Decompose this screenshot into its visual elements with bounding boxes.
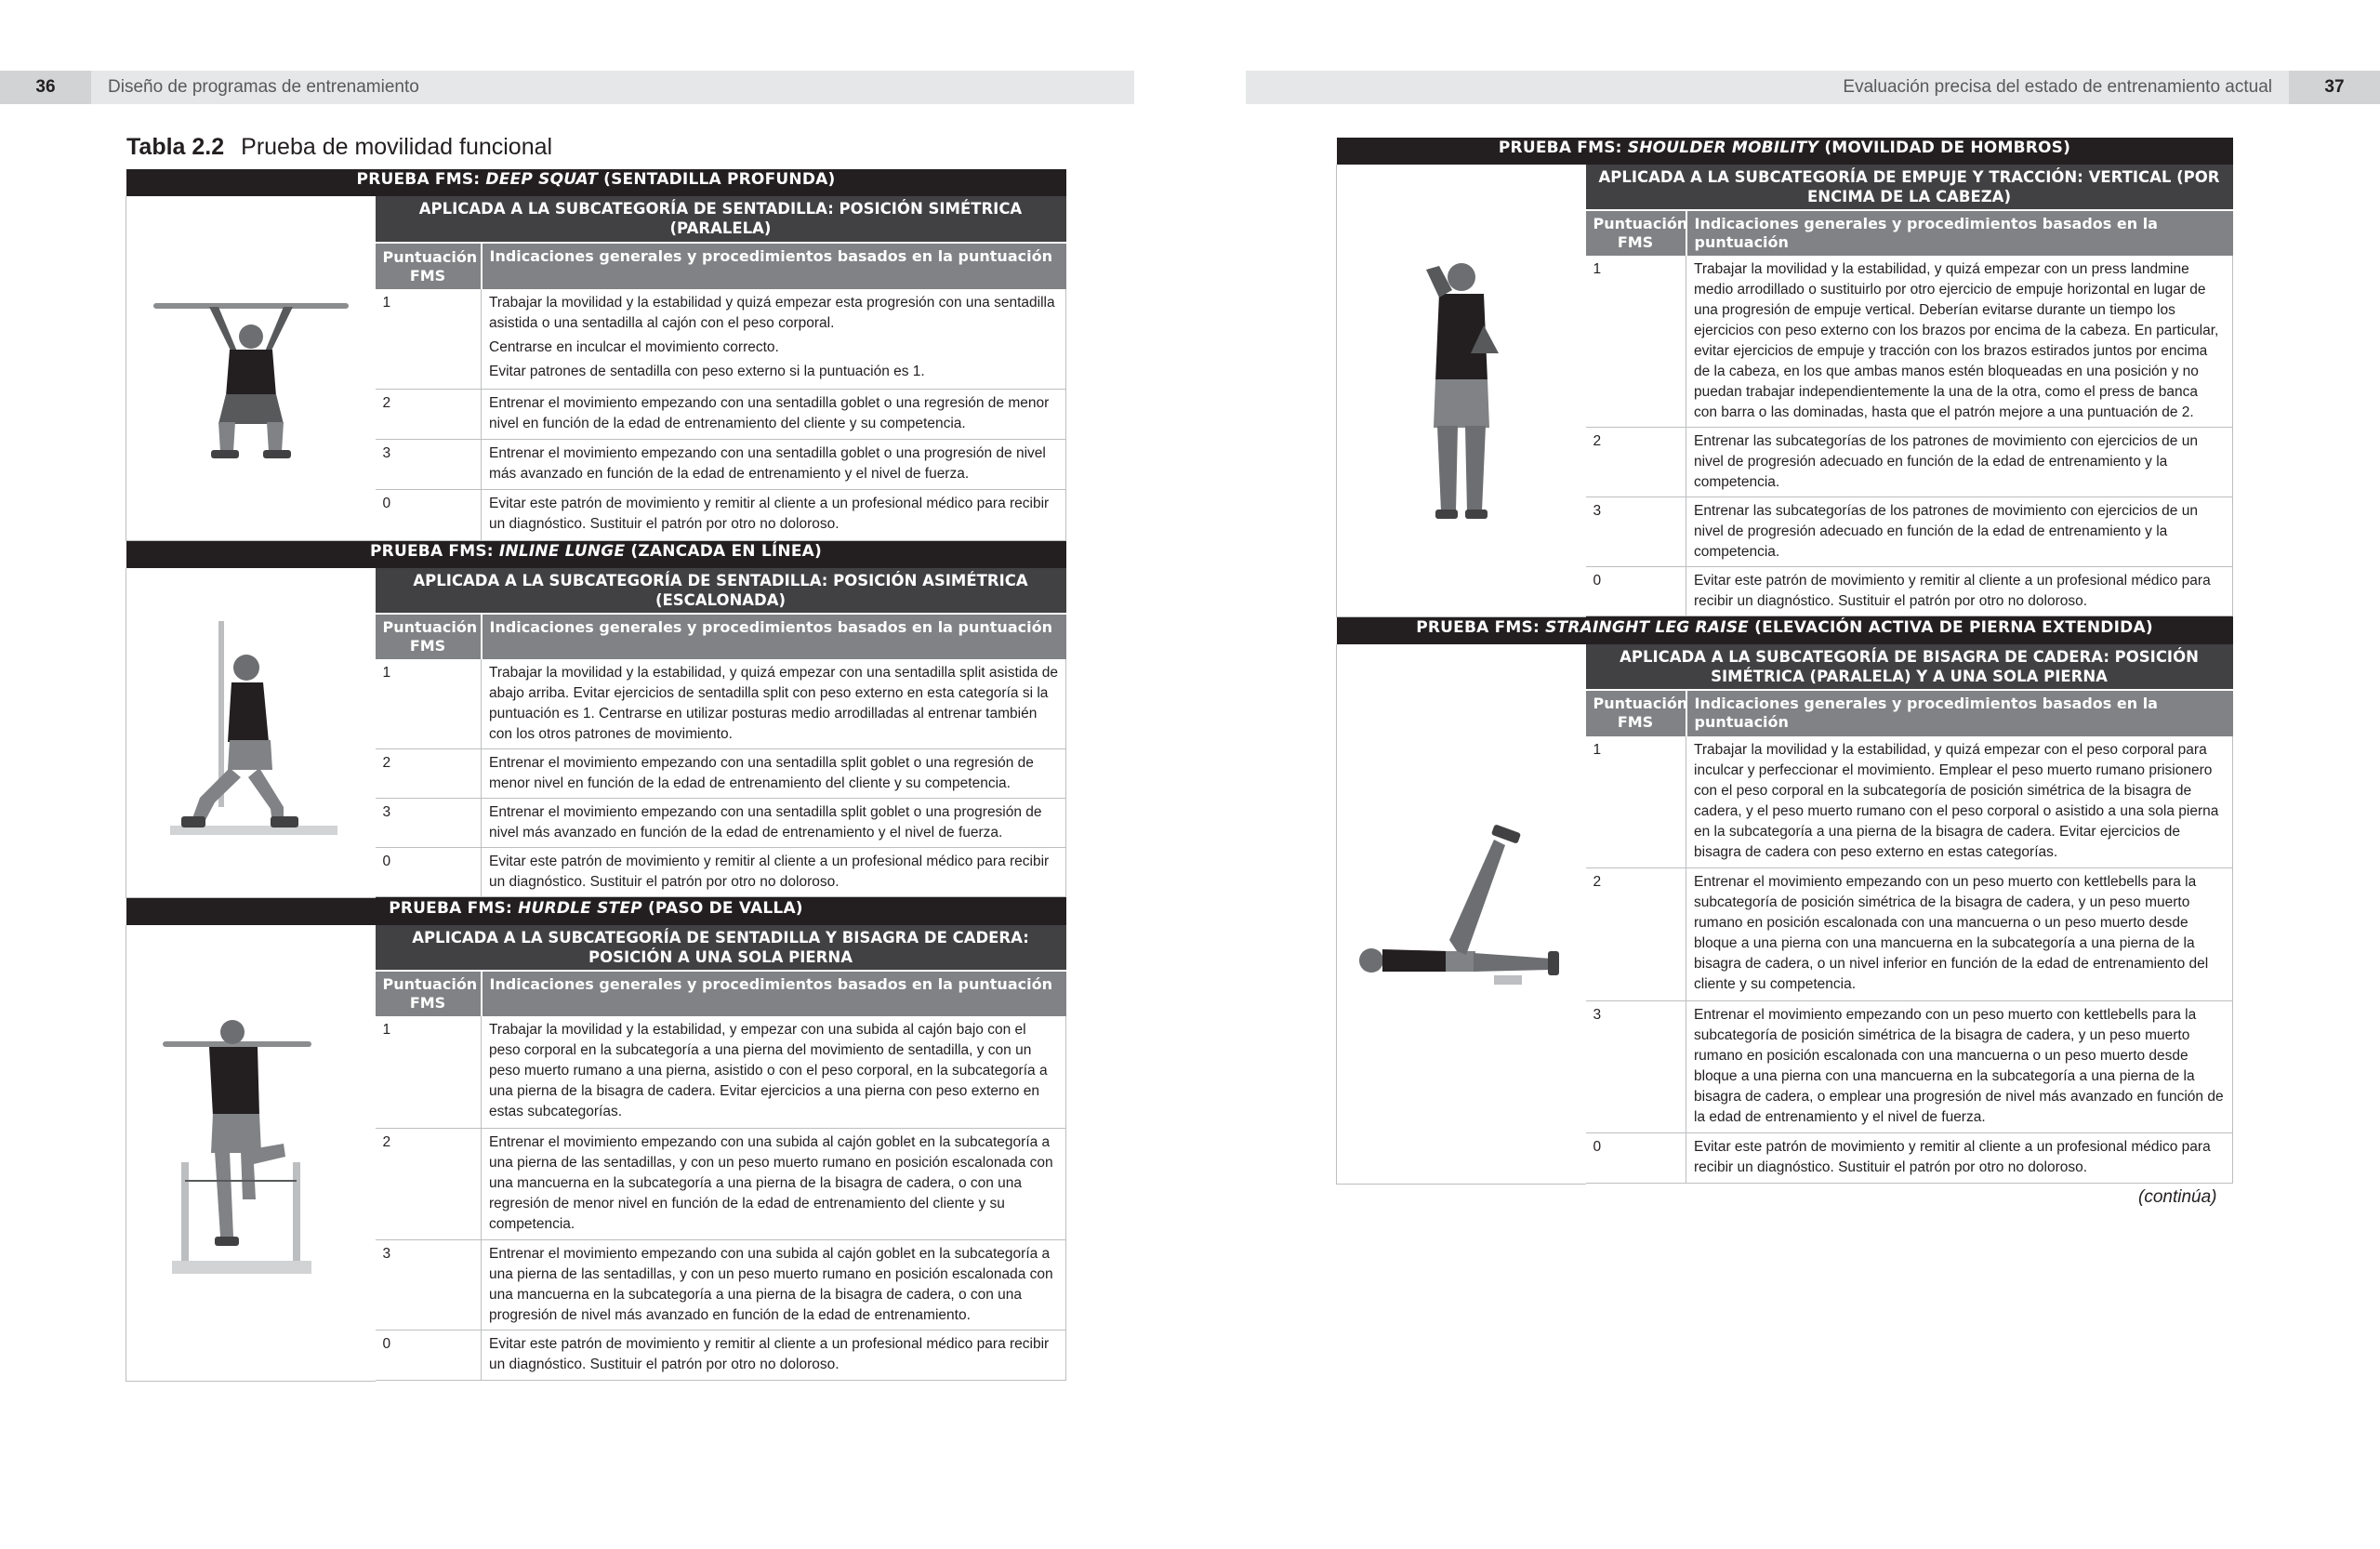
shoulder-mobility-photo — [1337, 165, 1586, 616]
test-title-bar: PRUEBA FMS: HURDLE STEP (PASO DE VALLA) — [126, 897, 1066, 925]
continued-note: (continúa) — [2138, 1187, 2217, 1207]
page-number-left: 36 — [0, 71, 91, 104]
score-value: 1 — [376, 659, 482, 749]
description-column-header: Indicaciones generales y procedimientos basados en la puntuación — [1686, 690, 2233, 736]
table-title — [126, 134, 552, 161]
score-value: 2 — [376, 749, 482, 799]
indication-text: Evitar este patrón de movimiento y remitir al cliente a un profesional médico para recibir un diagnóstico. Sustituir el patrón por otro no doloroso. — [482, 1331, 1066, 1381]
inline-lunge-figure — [144, 612, 358, 854]
right-column — [1336, 138, 2233, 1185]
indication-text: Trabajar la movilidad y la estabilidad, y quizá empezar con un press landmine medio arrodillado o sustituirlo por otro ejercicio de empuje horizontal en lugar de una progresión de empuje vertical. Deberían evitarse durante un tiempo los ejercicios con peso externo con los brazos por encima de la cabeza. En particular, evitar ejercicios de empuje y tracción con los brazos estirados juntos por encima de la cabeza, en los que ambas manos estén bloqueadas en una posición y no puedan trabajar independientemente la una de la otra, como el press de banca con barra o las dominadas, hasta que el patrón mejore a una puntuación de 2. — [1686, 256, 2233, 428]
deep-squat-figure — [144, 266, 358, 470]
subcategory-header: APLICADA A LA SUBCATEGORÍA DE SENTADILLA Y BISAGRA DE CADERA: POSICIÓN A UNA SOLA PIERNA — [376, 925, 1066, 971]
indication-text: Entrenar el movimiento empezando con una sentadilla goblet o una regresión de menor nivel en función de la edad de entrenamiento del cliente y su competencia. — [482, 389, 1066, 439]
score-value: 2 — [376, 389, 482, 439]
deep-squat-photo — [126, 196, 376, 541]
score-column-header: Puntuación FMS — [376, 971, 482, 1016]
table-caption: Prueba de movilidad funcional — [241, 134, 553, 160]
indication-text: Trabajar la movilidad y la estabilidad, y quizá empezar con el peso corporal para inculcar y perfeccionar el movimiento. Emplear el peso muerto rumano prisionero con el peso corporal en la subcategoría de posición simétrica de la bisagra de cadera, y el peso muerto rumano con el peso corporal o asistido a una sola pierna en la subcategoría a una pierna de la bisagra de cadera. Evitar ejercicios de bisagra de cadera con peso externo en estas categorías. — [1686, 736, 2233, 868]
score-value: 0 — [1586, 567, 1686, 616]
description-column-header: Indicaciones generales y procedimientos basados en la puntuación — [482, 243, 1066, 289]
score-value: 3 — [376, 1239, 482, 1331]
shoulder-mobility-figure — [1368, 242, 1554, 539]
score-value: 0 — [376, 848, 482, 897]
test-title-bar: PRUEBA FMS: DEEP SQUAT (SENTADILLA PROFUNDA) — [126, 169, 1066, 196]
score-value: 3 — [1586, 497, 1686, 567]
indication-text: Entrenar el movimiento empezando con un peso muerto con kettlebells para la subcategoría de posición simétrica de la bisagra de cadera, y un peso muerto rumano en posición escalonada con una mancuerna o un peso muerto desde bloque a una pierna con una mancuerna en la subcategoría a una pierna de la bisagra de cadera, o un nivel inferior en función de la edad de entrenamiento del cliente y su competencia. — [1686, 868, 2233, 1001]
description-column-header: Indicaciones generales y procedimientos basados en la puntuación — [1686, 210, 2233, 256]
straight-leg-raise-figure — [1345, 812, 1578, 1016]
page-number-right: 37 — [2289, 71, 2380, 104]
score-column-header: Puntuación FMS — [1586, 210, 1686, 256]
page-header-left — [0, 71, 1134, 104]
subcategory-header: APLICADA A LA SUBCATEGORÍA DE BISAGRA DE CADERA: POSICIÓN SIMÉTRICA (PARALELA) Y A UNA SOLA PIERNA — [1586, 644, 2233, 691]
score-value: 2 — [1586, 868, 1686, 1001]
score-value: 1 — [1586, 736, 1686, 868]
score-value: 0 — [376, 1331, 482, 1381]
table-number: Tabla 2.2 — [126, 134, 225, 160]
subcategory-header: APLICADA A LA SUBCATEGORÍA DE EMPUJE Y TRACCIÓN: VERTICAL (POR ENCIMA DE LA CABEZA) — [1586, 165, 2233, 210]
hurdle-step-figure — [144, 1004, 358, 1302]
straight-leg-raise-photo — [1337, 644, 1586, 1185]
indication-text: Evitar este patrón de movimiento y remitir al cliente a un profesional médico para recibir un diagnóstico. Sustituir el patrón por otro no doloroso. — [1686, 1133, 2233, 1184]
running-head-right: Evaluación precisa del estado de entrenamiento actual — [1843, 77, 2272, 97]
score-value: 1 — [1586, 256, 1686, 428]
indication-text: Evitar este patrón de movimiento y remitir al cliente a un profesional médico para recibir un diagnóstico. Sustituir el patrón por otro no doloroso. — [482, 848, 1066, 897]
score-value: 1 — [376, 1016, 482, 1128]
inline-lunge-photo — [126, 568, 376, 897]
page-header-right — [1246, 71, 2380, 104]
score-value: 0 — [376, 490, 482, 540]
indication-text: Trabajar la movilidad y la estabilidad, y empezar con una subida al cajón bajo con el peso corporal en la subcategoría a una pierna del movimiento de sentadilla, y con un peso muerto rumano a una pierna, asistido o con el peso corporal, en la subcategoría a una pierna de la bisagra de cadera. Evitar ejercicios a una pierna con peso externo en estas subcategorías. — [482, 1016, 1066, 1128]
left-column — [126, 169, 1066, 1382]
subcategory-header: APLICADA A LA SUBCATEGORÍA DE SENTADILLA: POSICIÓN SIMÉTRICA (PARALELA) — [376, 196, 1066, 243]
indication-text: Entrenar el movimiento empezando con un peso muerto con kettlebells para la subcategoría de posición simétrica de la bisagra de cadera, y un peso muerto rumano en posición escalonada con una mancuerna o un peso muerto desde bloque a una pierna con una mancuerna en la subcategoría a una pierna de la bisagra de cadera, o emplear una progresión de nivel más avanzado en función de la edad de entrenamiento y el nivel de fuerza. — [1686, 1000, 2233, 1133]
subcategory-header: APLICADA A LA SUBCATEGORÍA DE SENTADILLA: POSICIÓN ASIMÉTRICA (ESCALONADA) — [376, 568, 1066, 614]
score-value: 0 — [1586, 1133, 1686, 1184]
score-value: 2 — [1586, 428, 1686, 497]
indication-text: Evitar este patrón de movimiento y remitir al cliente a un profesional médico para recibir un diagnóstico. Sustituir el patrón por otro no doloroso. — [1686, 567, 2233, 616]
indication-text: Trabajar la movilidad y la estabilidad y quizá empezar esta progresión con una sentadilla asistida o una sentadilla al cajón con el peso corporal. Centrarse en inculcar el movimiento correcto. Evitar patrones de sentadilla con peso externo si la puntuación es 1. — [482, 289, 1066, 389]
score-value: 3 — [376, 799, 482, 848]
test-title-bar: PRUEBA FMS: SHOULDER MOBILITY (MOVILIDAD DE HOMBROS) — [1337, 138, 2233, 165]
test-title-bar: PRUEBA FMS: STRAINGHT LEG RAISE (ELEVACIÓN ACTIVA DE PIERNA EXTENDIDA) — [1337, 616, 2233, 644]
description-column-header: Indicaciones generales y procedimientos basados en la puntuación — [482, 614, 1066, 659]
score-column-header: Puntuación FMS — [376, 243, 482, 289]
fms-table-right — [1336, 138, 2233, 1185]
indication-text: Entrenar el movimiento empezando con una sentadilla split goblet o una regresión de menor nivel en función de la edad de entrenamiento del cliente y su competencia. — [482, 749, 1066, 799]
score-value: 3 — [376, 439, 482, 489]
running-head-left: Diseño de programas de entrenamiento — [108, 77, 419, 97]
description-column-header: Indicaciones generales y procedimientos basados en la puntuación — [482, 971, 1066, 1016]
indication-text: Entrenar las subcategorías de los patrones de movimiento con ejercicios de un nivel de progresión adecuado en función de la edad de entrenamiento y la competencia. — [1686, 497, 2233, 567]
indication-text: Entrenar el movimiento empezando con una subida al cajón goblet en la subcategoría a una pierna de las sentadillas, y con un peso muerto rumano en posición escalonada con una mancuerna en la subcategoría a una pierna de la bisagra de cadera, o con una progresión de nivel más avanzado en función de la edad de entrenamiento. — [482, 1239, 1066, 1331]
indication-text: Entrenar el movimiento empezando con una sentadilla split goblet o una progresión de nivel más avanzado en función de la edad de entrenamiento y el nivel de fuerza. — [482, 799, 1066, 848]
score-column-header: Puntuación FMS — [1586, 690, 1686, 736]
fms-table-left — [126, 169, 1066, 1382]
score-value: 3 — [1586, 1000, 1686, 1133]
score-value: 1 — [376, 289, 482, 389]
score-value: 2 — [376, 1128, 482, 1239]
test-title-bar: PRUEBA FMS: INLINE LUNGE (ZANCADA EN LÍNEA) — [126, 541, 1066, 569]
indication-text: Entrenar las subcategorías de los patrones de movimiento con ejercicios de un nivel de progresión adecuado en función de la edad de entrenamiento y la competencia. — [1686, 428, 2233, 497]
score-column-header: Puntuación FMS — [376, 614, 482, 659]
hurdle-step-photo — [126, 925, 376, 1382]
indication-text: Evitar este patrón de movimiento y remitir al cliente a un profesional médico para recibir un diagnóstico. Sustituir el patrón por otro no doloroso. — [482, 490, 1066, 540]
indication-text: Entrenar el movimiento empezando con una subida al cajón goblet en la subcategoría a una pierna de las sentadillas, y con un peso muerto rumano en posición escalonada con una mancuerna en la subcategoría a una pierna de la bisagra de cadera, o con una regresión de menor nivel en función de la edad de entrenamiento del cliente y su competencia. — [482, 1128, 1066, 1239]
indication-text: Trabajar la movilidad y la estabilidad, y quizá empezar con una sentadilla split asistida de abajo arriba. Evitar ejercicios de sentadilla split con peso externo en esta categoría si la puntuación es 1. Centrarse en utilizar posturas medio arrodilladas al entrenar también con los otros patrones de movimiento. — [482, 659, 1066, 749]
indication-text: Entrenar el movimiento empezando con una sentadilla goblet o una progresión de nivel más avanzado en función de la edad de entrenamiento y el nivel de fuerza. — [482, 439, 1066, 489]
